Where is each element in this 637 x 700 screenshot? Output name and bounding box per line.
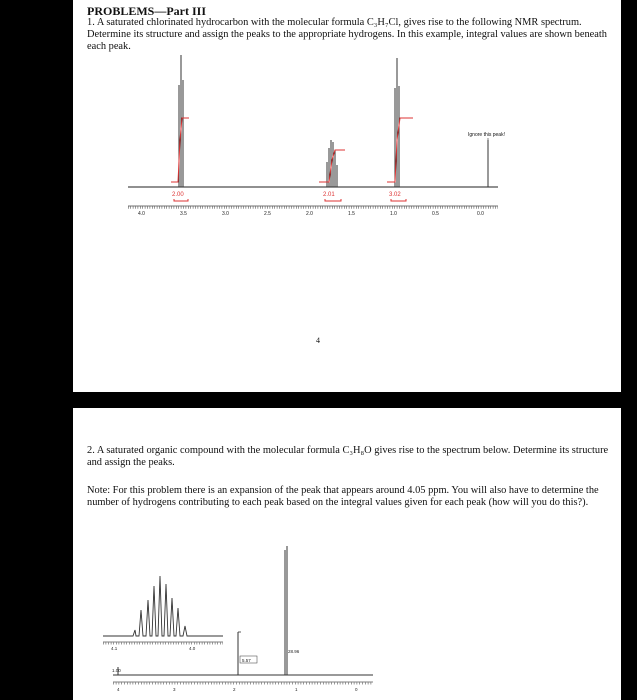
integral-curve-3 [387,118,413,182]
tick2-4: 4 [117,687,120,692]
tick2-2: 2 [233,687,236,692]
ppm-axis-2-labels [117,687,358,692]
tick2-3: 3 [173,687,176,692]
tick-0-0: 0.0 [477,211,484,217]
question-1-text: 1. A saturated chlorinated hydrocarbon with the molecular formula C₃H₇Cl, gives rise to the following NMR spectrum. Determine its structure and assign the peaks to the appropriate hydrogens. In this example, integral values are shown beneath each peak. [87,17,607,53]
expansion-multiplet [103,576,223,636]
tick2-0: 0 [355,687,358,692]
integral-label-a: 1.00 [112,668,121,673]
tick-2-0: 2.0 [306,211,313,217]
expansion-tick-4-0: 4.0 [189,646,196,651]
question-2-text: 2. A saturated organic compound with the molecular formula C₃H₈O gives rise to the spectrum below. Determine its structure and assign the peaks. [87,445,609,469]
tick2-1: 1 [295,687,298,692]
expansion-inset [103,576,223,651]
tick-3-0: 3.0 [222,211,229,217]
integral-label-b: 5.57 [242,658,251,663]
tick-3-5: 3.5 [180,211,187,217]
integral-label-2: 2.01 [323,192,335,198]
ignore-peak-annotation: Ignore this peak! [468,132,505,138]
section-heading: PROBLEMS—Part III [87,4,207,18]
integral-label-3: 3.02 [389,192,401,198]
tick-0-5: 0.5 [432,211,439,217]
nmr-spectrum-2 [73,408,621,700]
expansion-tick-4-1: 4.1 [111,646,118,651]
worksheet-page-1 [73,0,621,392]
nmr-spectrum-1 [73,0,621,392]
integral-label-c: 28.96 [288,649,300,654]
tick-1-5: 1.5 [348,211,355,217]
integral-curve-2 [319,150,345,182]
peak-cluster-3-5ppm [179,55,183,187]
question-2-note: Note: For this problem there is an expansion of the peak that appears around 4.05 ppm. You will also have to determine the number of hydrogens contributing to each peak based on the integral values given for each peak (how will you do this?). [87,485,599,509]
integral-curve-1 [171,118,189,182]
integral-brackets [174,199,406,201]
main-peak-1-label-area [112,667,121,675]
page-number: 4 [316,336,320,345]
tick-4-0: 4.0 [138,211,145,217]
ppm-tick-labels [138,211,484,217]
doublet-peak-1-2ppm [285,546,287,675]
tick-1-0: 1.0 [390,211,397,217]
tick-2-5: 2.5 [264,211,271,217]
integral-label-1: 2.00 [172,192,184,198]
worksheet-page-2 [73,408,621,700]
